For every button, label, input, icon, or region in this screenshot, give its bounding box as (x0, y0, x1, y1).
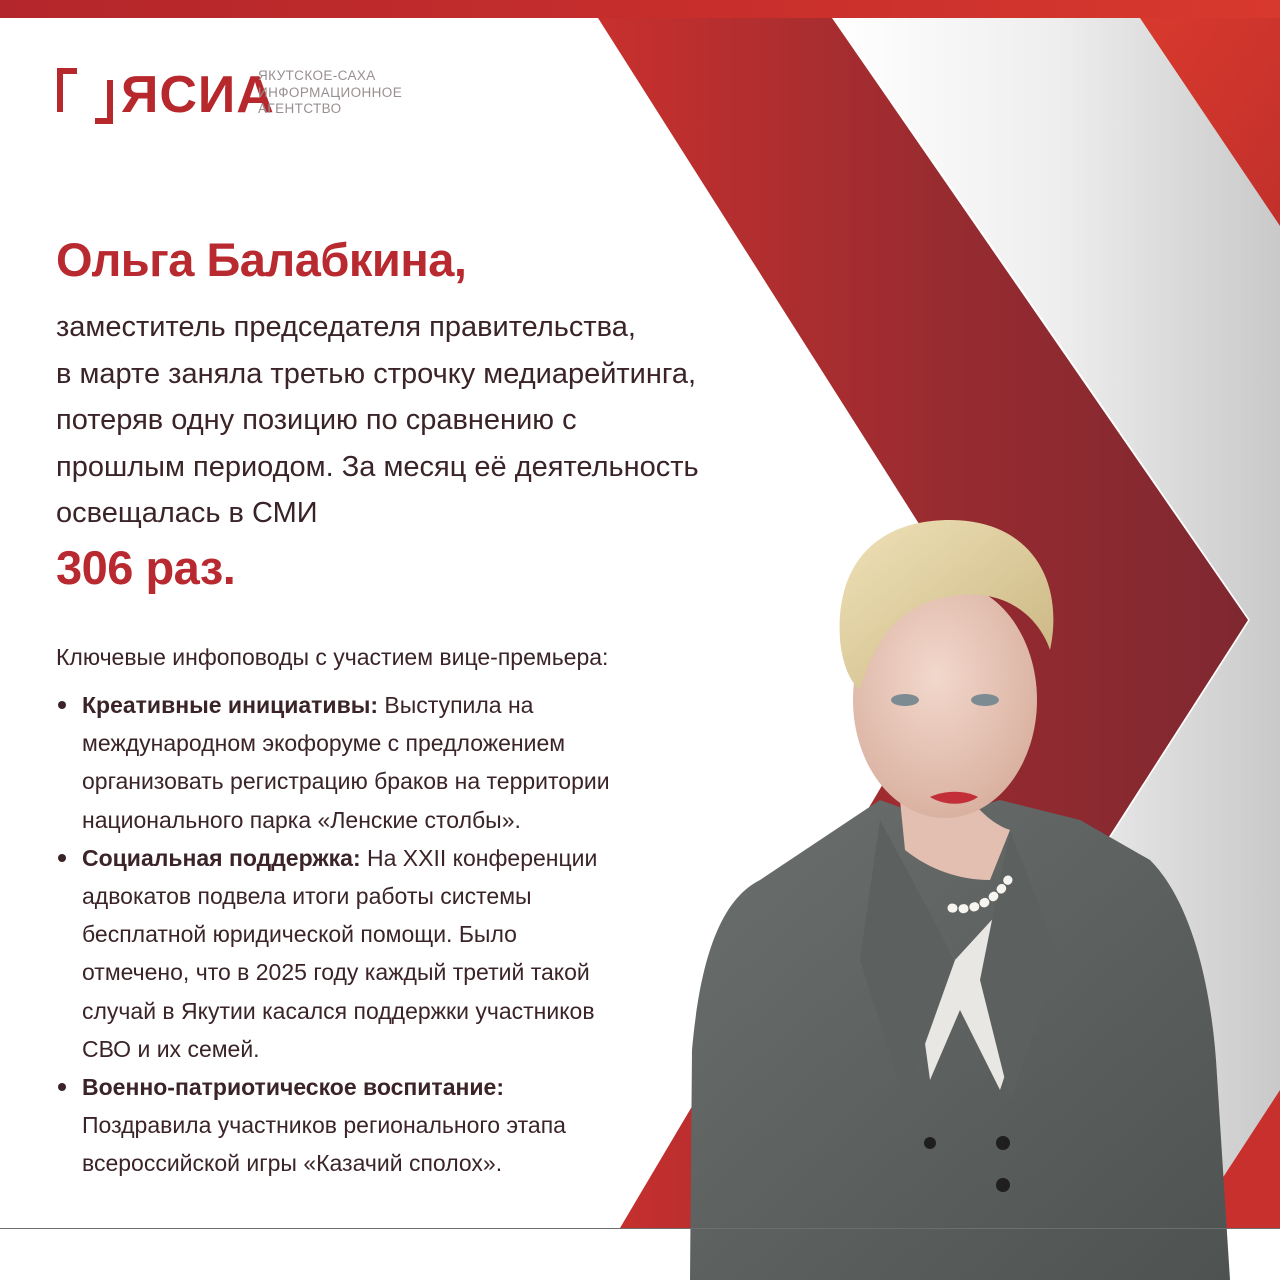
list-item (56, 839, 696, 1068)
list-item-line: отмечено, что в 2025 году каждый третий такой (82, 959, 590, 986)
bottom-divider (0, 1228, 1280, 1229)
intro-line: прошлым периодом. За месяц её деятельность (56, 450, 699, 483)
bullet-dot-icon (58, 701, 66, 709)
intro-line: потеряв одну позицию по сравнению с (56, 404, 577, 436)
list-item-line: международном экофоруме с предложением (82, 730, 566, 757)
list-item-title: Военно-патриотическое воспитание: (82, 1074, 504, 1101)
intro-line: в марте заняла третью строчку медиарейтинга, (56, 357, 697, 390)
logo-subtitle-line: ИНФОРМАЦИОННОЕ (258, 84, 403, 100)
list-item-line: адвокатов подвела итоги работы системы (82, 883, 532, 910)
intro-paragraph (56, 304, 856, 537)
list-item-line: случай в Якутии касался поддержки участников (82, 997, 595, 1024)
bullet-dot-icon (58, 854, 66, 862)
logo-wordmark: ЯСИА (121, 66, 275, 124)
list-item-text: На XXII конференции (367, 844, 598, 871)
logo-bracket-icon (57, 68, 113, 124)
person-name-headline: Ольга Балабкина, (56, 233, 467, 286)
key-events-list (56, 686, 696, 1183)
key-events-title: Ключевые инфоповоды с участием вице-премьера: (56, 644, 609, 670)
list-item-text: Выступила на (384, 692, 534, 718)
logo-subtitle-line: ЯКУТСКОЕ-САХА (258, 68, 376, 83)
logo-subtitle (258, 68, 438, 118)
bullet-dot-icon (58, 1083, 66, 1091)
list-item (56, 1068, 696, 1183)
list-item-line: национального парка «Ленские столбы». (82, 806, 521, 833)
list-item-line: всероссийской игры «Казачий сполох». (82, 1150, 503, 1177)
list-item-line: организовать регистрацию браков на территории (82, 768, 610, 795)
list-item (56, 686, 696, 839)
list-item-title: Креативные инициативы: (82, 692, 379, 718)
intro-line: заместитель председателя правительства, (56, 311, 636, 343)
list-item-line (82, 1068, 696, 1106)
mention-count: 306 раз. (56, 541, 236, 594)
list-item-line: бесплатной юридической помощи. Было (82, 921, 517, 948)
list-item-line: Поздравила участников регионального этапа (82, 1112, 566, 1139)
list-item-line (82, 839, 696, 877)
intro-line: освещалась в СМИ (56, 497, 318, 529)
list-item-line (82, 686, 696, 724)
list-item-line: СВО и их семей. (82, 1035, 260, 1062)
list-item-title: Социальная поддержка: (82, 844, 361, 871)
logo-subtitle-line: АГЕНТСТВО (258, 101, 342, 116)
